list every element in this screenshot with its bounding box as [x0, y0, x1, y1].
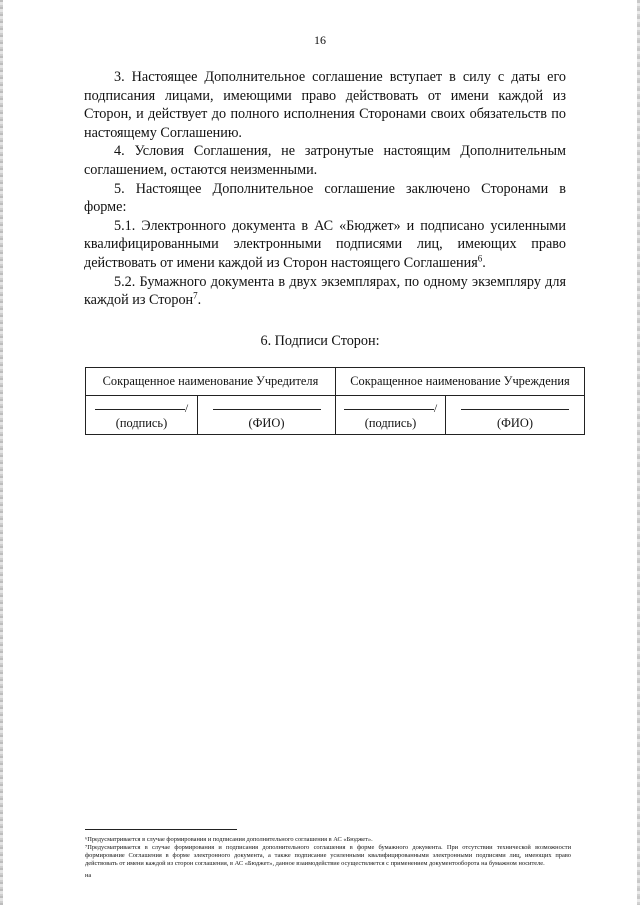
clause-5: 5. Настоящее Дополнительное соглашение заключено Сторонами в форме: [84, 180, 566, 216]
clause-5-1-text: 5.1. Электронного документа в АС «Бюджет» и подписано усиленными квалифицированными электронными подписями лиц, имеющих право действовать от имени каждой из Сторон настоящего Соглашения [84, 217, 566, 271]
clause-3: 3. Настоящее Дополнительное соглашение вступает в силу с даты его подписания лицами, имеющими право действовать от имени каждой из Сторон, и действует до полного исполнения Сторонами своих обязательств по настоящему Соглашению. [84, 69, 566, 141]
clause-4: 4. Условия Соглашения, не затронутые настоящим Дополнительным соглашением, остаются неизменными. [84, 143, 566, 178]
clause-5-1 [84, 217, 566, 273]
footnote-7: ⁷Предусматривается в случае формирования и подписания дополнительного соглашения в форме бумажного документа. При отсутствии технической возможности формирование Соглашения в форме электронного документа, а также подписание усиленными квалифицированными электронными подписями лиц, имеющих право действовать от имени каждой из сторон соглашения, в АС «Бюджет», данное взаимодействие осуществляется с применением документооборота на бумажном носителе. [85, 844, 571, 867]
institution-name-label: (ФИО) [497, 416, 533, 430]
founder-header: Сокращенное наименование Учредителя [86, 368, 336, 396]
institution-signature-slash: / [433, 401, 438, 415]
clause-5-2-end: . [197, 292, 202, 309]
institution-signature-line [344, 397, 434, 410]
founder-name-cell [198, 396, 336, 435]
footnote-6: ⁶Предусматривается в случае формирования и подписания дополнительного соглашения в АС «Бюджет». [85, 836, 373, 843]
institution-header: Сокращенное наименование Учреждения [336, 368, 585, 396]
footnote-ref-7: 7 [193, 290, 198, 301]
clause-5-2-text: 5.2. Бумажного документа в двух экземплярах, по одному экземпляру для каждой из Сторон [84, 273, 566, 309]
footnote-continuation: на [85, 872, 92, 879]
founder-signature-line [95, 397, 185, 410]
footnotes [85, 836, 571, 868]
signatures-table [85, 367, 585, 435]
footnote-separator [85, 829, 237, 830]
institution-name-cell [446, 396, 585, 435]
institution-signature-label: (подпись) [364, 416, 417, 430]
agreement-body [84, 68, 566, 310]
founder-signature-label: (подпись) [115, 416, 168, 430]
clause-5-1-end: . [482, 254, 486, 271]
institution-signature-cell [336, 396, 446, 435]
footnote-ref-6: 6 [477, 253, 483, 264]
founder-name-label: (ФИО) [248, 416, 285, 430]
founder-name-line [213, 397, 321, 410]
founder-signature-cell [86, 396, 198, 435]
institution-name-line [461, 397, 569, 410]
founder-signature-slash: / [184, 401, 189, 415]
signatures-title: 6. Подписи Сторон: [260, 333, 380, 349]
scan-edge-left [0, 0, 3, 905]
clause-5-2 [84, 273, 566, 310]
page-number: 16 [314, 33, 326, 47]
